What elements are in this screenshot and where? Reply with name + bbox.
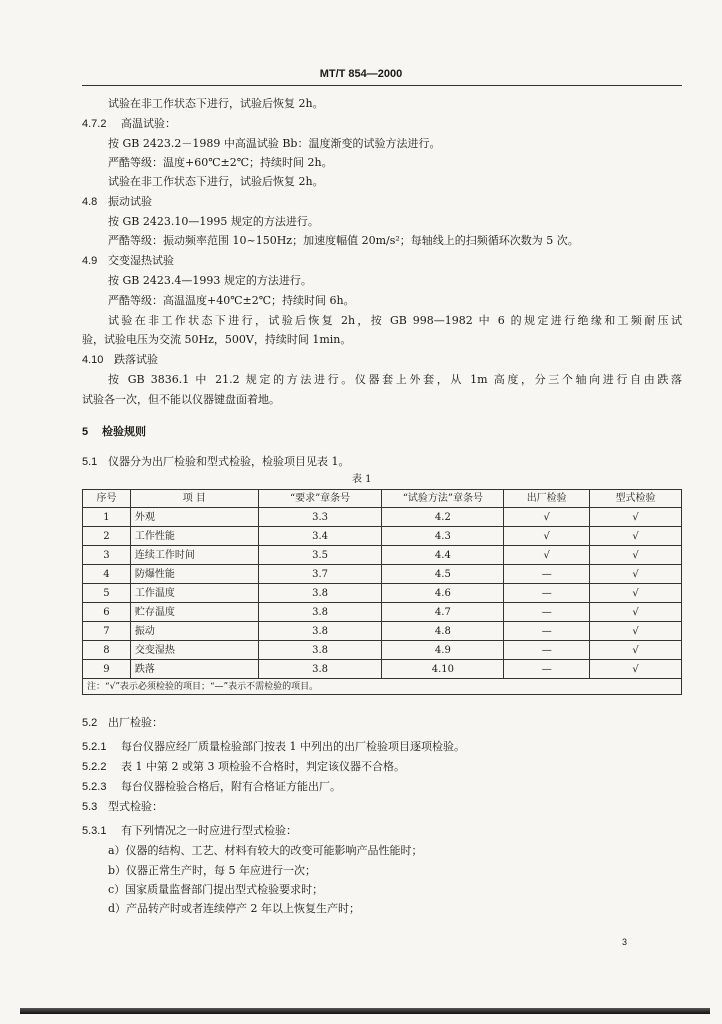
- sec-5-2-3-text: 每台仪器检验合格后，附有合格证方能出厂。: [121, 780, 341, 793]
- sec-5-2-1-number: 5.2.1: [82, 741, 107, 753]
- sec-4-7-2-title: 高温试验：: [121, 117, 176, 130]
- table-caption: 表 1: [352, 474, 372, 485]
- sec-5-3-1-text: 有下列情况之一时应进行型式检验：: [121, 824, 297, 837]
- sec-4-9-line: 按 GB 2423.4—1993 规定的方法进行。: [108, 274, 312, 287]
- table-row: [83, 622, 682, 641]
- sec-5-3-number: 5.3: [82, 801, 98, 813]
- cell-seq: 9: [83, 660, 131, 679]
- cell-type: √: [590, 508, 682, 527]
- col-header: 出厂检验: [504, 490, 590, 508]
- cell-method: 4.7: [382, 603, 504, 622]
- cell-factory: —: [504, 660, 590, 679]
- sec-5-2-2-text: 表 1 中第 2 或第 3 项检验不合格时，判定该仪器不合格。: [121, 760, 405, 773]
- cell-seq: 5: [83, 584, 131, 603]
- sec-4-8-line: 按 GB 2423.10—1995 规定的方法进行。: [108, 215, 319, 228]
- cell-type: √: [590, 641, 682, 660]
- sec-5-2-number: 5.2: [82, 717, 98, 729]
- table-row: [83, 508, 682, 527]
- table-row: [83, 527, 682, 546]
- sec-4-9-line: 试验在非工作状态下进行，试验后恢复 2h，按 GB 998—1982 中 6 的规定进行绝缘和工频耐压试: [108, 314, 682, 327]
- cell-item: 振动: [130, 622, 258, 641]
- col-header: “试验方法”章条号: [382, 490, 504, 508]
- sec-4-9-line: 严酷等级：高温温度+40℃±2℃；持续时间 6h。: [108, 294, 355, 307]
- cell-item: 工作温度: [130, 584, 258, 603]
- sec-4-7-2-line: 试验在非工作状态下进行，试验后恢复 2h。: [108, 175, 324, 188]
- cell-method: 4.3: [382, 527, 504, 546]
- table-row: [83, 641, 682, 660]
- scan-bottom-edge: [20, 1008, 710, 1014]
- sec-4-7-2-line: 按 GB 2423.2－1989 中高温试验 Bb：温度渐变的试验方法进行。: [108, 137, 441, 150]
- col-header: 序号: [83, 490, 131, 508]
- sec-5-2-3-number: 5.2.3: [82, 781, 107, 793]
- sec-5-3-title: 型式检验：: [108, 800, 163, 813]
- cell-requirement: 3.4: [258, 527, 382, 546]
- sec-4-10-line: 按 GB 3836.1 中 21.2 规定的方法进行。仪器套上外套，从 1m 高度，分三个轴向进行自由跌落: [108, 373, 682, 386]
- sec-5-3-1-number: 5.3.1: [82, 825, 107, 837]
- cell-factory: √: [504, 546, 590, 565]
- sec-4-8-line: 严酷等级：振动频率范围 10~150Hz；加速度幅值 20m/s²；每轴线上的扫频循环次数为 5 次。: [108, 234, 579, 247]
- table-row: [83, 603, 682, 622]
- table-row: [83, 565, 682, 584]
- sec-5-number: 5: [82, 426, 89, 438]
- page-number: 3: [622, 937, 628, 947]
- list-item: a）仪器的结构、工艺、材料有较大的改变可能影响产品性能时；: [108, 844, 423, 857]
- inspection-items-table: [82, 489, 682, 695]
- cell-factory: —: [504, 622, 590, 641]
- cell-type: √: [590, 527, 682, 546]
- sec-5-1-number: 5.1: [82, 456, 98, 468]
- cell-method: 4.8: [382, 622, 504, 641]
- cell-seq: 2: [83, 527, 131, 546]
- sec-4-9-title: 交变湿热试验: [108, 254, 174, 267]
- cell-item: 外观: [130, 508, 258, 527]
- cell-seq: 1: [83, 508, 131, 527]
- sec-4-7-1-tail: 试验在非工作状态下进行，试验后恢复 2h。: [108, 97, 324, 110]
- cell-factory: —: [504, 584, 590, 603]
- table-row: [83, 584, 682, 603]
- table-header-row: [83, 490, 682, 508]
- cell-type: √: [590, 622, 682, 641]
- cell-item: 跌落: [130, 660, 258, 679]
- col-header: 型式检验: [590, 490, 682, 508]
- cell-factory: —: [504, 565, 590, 584]
- sec-5-2-title: 出厂检验：: [108, 716, 163, 729]
- cell-requirement: 3.5: [258, 546, 382, 565]
- cell-method: 4.2: [382, 508, 504, 527]
- cell-method: 4.5: [382, 565, 504, 584]
- cell-type: √: [590, 660, 682, 679]
- header-rule: [82, 85, 682, 86]
- table-row: [83, 546, 682, 565]
- table-row: [83, 660, 682, 679]
- cell-method: 4.6: [382, 584, 504, 603]
- cell-seq: 7: [83, 622, 131, 641]
- cell-requirement: 3.3: [258, 508, 382, 527]
- cell-item: 工作性能: [130, 527, 258, 546]
- cell-requirement: 3.8: [258, 641, 382, 660]
- cell-type: √: [590, 603, 682, 622]
- col-header: “要求”章条号: [258, 490, 382, 508]
- cell-seq: 4: [83, 565, 131, 584]
- list-item: d）产品转产时或者连续停产 2 年以上恢复生产时；: [108, 902, 361, 915]
- cell-method: 4.10: [382, 660, 504, 679]
- cell-requirement: 3.8: [258, 584, 382, 603]
- cell-factory: —: [504, 641, 590, 660]
- list-item: c）国家质量监督部门提出型式检验要求时；: [108, 883, 324, 896]
- sec-4-10-title: 跌落试验: [114, 353, 158, 366]
- sec-5-2-1-text: 每台仪器应经厂质量检验部门按表 1 中列出的出厂检验项目逐项检验。: [121, 740, 465, 753]
- cell-item: 交变湿热: [130, 641, 258, 660]
- sec-5-title: 检验规则: [102, 425, 146, 438]
- cell-method: 4.9: [382, 641, 504, 660]
- table-note-row: [83, 679, 682, 695]
- cell-method: 4.4: [382, 546, 504, 565]
- cell-requirement: 3.8: [258, 660, 382, 679]
- sec-4-7-2-line: 严酷等级：温度+60℃±2℃；持续时间 2h。: [108, 156, 333, 169]
- cell-requirement: 3.7: [258, 565, 382, 584]
- cell-factory: √: [504, 527, 590, 546]
- cell-type: √: [590, 584, 682, 603]
- sec-4-10-number: 4.10: [82, 354, 104, 366]
- cell-factory: —: [504, 603, 590, 622]
- cell-item: 连续工作时间: [130, 546, 258, 565]
- sec-4-10-line: 试验各一次，但不能以仪器键盘面着地。: [82, 393, 280, 406]
- sec-4-8-title: 振动试验: [108, 195, 152, 208]
- standard-number-header: MT/T 854—2000: [319, 68, 403, 80]
- cell-requirement: 3.8: [258, 603, 382, 622]
- sec-4-8-number: 4.8: [82, 196, 98, 208]
- cell-seq: 8: [83, 641, 131, 660]
- sec-5-2-2-number: 5.2.2: [82, 761, 107, 773]
- cell-item: 防爆性能: [130, 565, 258, 584]
- cell-factory: √: [504, 508, 590, 527]
- cell-seq: 3: [83, 546, 131, 565]
- list-item: b）仪器正常生产时，每 5 年应进行一次；: [108, 864, 317, 877]
- sec-4-7-2-number: 4.7.2: [82, 118, 107, 130]
- table-note: 注：“√”表示必须检验的项目；“—”表示不需检验的项目。: [83, 679, 682, 695]
- cell-item: 贮存温度: [130, 603, 258, 622]
- col-header: 项 目: [130, 490, 258, 508]
- sec-4-9-number: 4.9: [82, 255, 98, 267]
- sec-4-9-line: 验，试验电压为交流 50Hz，500V，持续时间 1min。: [82, 333, 352, 346]
- cell-type: √: [590, 565, 682, 584]
- cell-seq: 6: [83, 603, 131, 622]
- sec-5-1-text: 仪器分为出厂检验和型式检验，检验项目见表 1。: [108, 455, 350, 468]
- cell-type: √: [590, 546, 682, 565]
- cell-requirement: 3.8: [258, 622, 382, 641]
